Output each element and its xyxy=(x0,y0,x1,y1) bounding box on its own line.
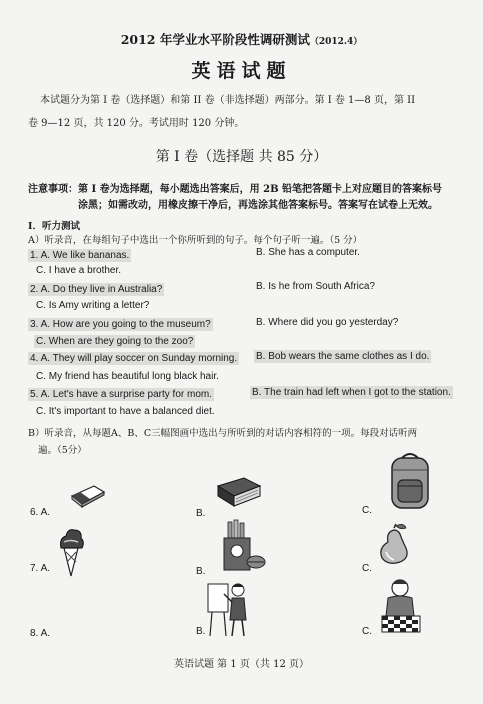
q3-option-a: 3. A. How are you going to the museum? xyxy=(30,319,211,330)
painter-icon xyxy=(206,578,250,638)
section-b-instruction-2: 遍。（5分） xyxy=(38,445,87,456)
exam-date: （2012.4） xyxy=(309,37,363,47)
notice-line-2: 涂黑；如需改动，用橡皮擦干净后，再选涂其他答案标号。答案写在试卷上无效。 xyxy=(78,200,438,211)
q4-option-a: 4. A. They will play soccer on Sunday morning. xyxy=(30,353,238,364)
intro-line-2: 卷 9—12 页，共 120 分。考试用时 120 分钟。 xyxy=(28,118,245,129)
q3-option-b: B. Where did you go yesterday? xyxy=(256,317,399,328)
q7-label-b: B. xyxy=(196,566,206,577)
eraser-icon xyxy=(68,482,108,508)
q1-option-b: B. She has a computer. xyxy=(256,247,360,258)
q4-option-c: C. My friend has beautiful long black hair. xyxy=(36,371,219,382)
q2-option-a: 2. A. Do they live in Australia? xyxy=(30,284,163,295)
q1-option-c: C. I have a brother. xyxy=(36,265,122,276)
q5-option-c: C. It's important to have a balanced diet. xyxy=(36,406,215,417)
fast-food-icon xyxy=(212,518,266,574)
pear-icon xyxy=(374,522,414,566)
section-b-instruction-1: B）听录音，从每题A、B、C三幅图画中选出与所听到的对话内容相符的一项。每段对话听两 xyxy=(28,428,418,439)
section-a-instruction: A）听录音，在每组句子中选出一个你所听到的句子。每个句子听一遍。（5 分） xyxy=(28,235,363,246)
page-footer: 英语试题 第 1 页（共 12 页） xyxy=(174,659,309,670)
q2-option-b: B. Is he from South Africa? xyxy=(256,281,375,292)
book-icon xyxy=(214,474,264,508)
intro-line-1: 本试题分为第 I 卷（选择题）和第 II 卷（非选择题）两部分。第 I 卷 1—8 页，第 II xyxy=(40,95,416,106)
q4-option-b: B. Bob wears the same clothes as I do. xyxy=(256,351,430,362)
exam-title xyxy=(0,30,483,48)
q5-option-a: 5. A. Let's have a surprise party for mom. xyxy=(30,389,212,400)
q7-label-c: C. xyxy=(362,563,372,574)
q1-option-a: 1. A. We like bananas. xyxy=(30,250,130,261)
q7-label-a: 7. A. xyxy=(30,563,51,574)
backpack-icon xyxy=(386,450,434,512)
q6-label-b: B. xyxy=(196,508,206,519)
q8-label-a: 8. A. xyxy=(30,628,51,639)
part-1-title: 第 I 卷（选择题 共 85 分） xyxy=(155,149,328,165)
q6-label-a: 6. A. xyxy=(30,507,51,518)
q2-option-c: C. Is Amy writing a letter? xyxy=(36,300,150,311)
chess-player-icon xyxy=(376,576,426,638)
q8-label-c: C. xyxy=(362,626,372,637)
notice-line-1: 注意事项：第 I 卷为选择题，每小题选出答案后，用 2B 铅笔把答题卡上对应题目的答案标号 xyxy=(28,184,443,195)
exam-title-text: 2012 年学业水平阶段性调研测试 xyxy=(120,32,310,47)
q5-option-b: B. The train had left when I got to the station. xyxy=(252,387,451,398)
subject-title: 英语试题 xyxy=(191,60,292,82)
ice-cream-icon xyxy=(56,522,86,578)
section-1-title: I．听力测试 xyxy=(28,221,80,232)
q6-label-c: C. xyxy=(362,505,372,516)
q3-option-c: C. When are they going to the zoo? xyxy=(36,336,194,347)
q8-label-b: B. xyxy=(196,626,206,637)
